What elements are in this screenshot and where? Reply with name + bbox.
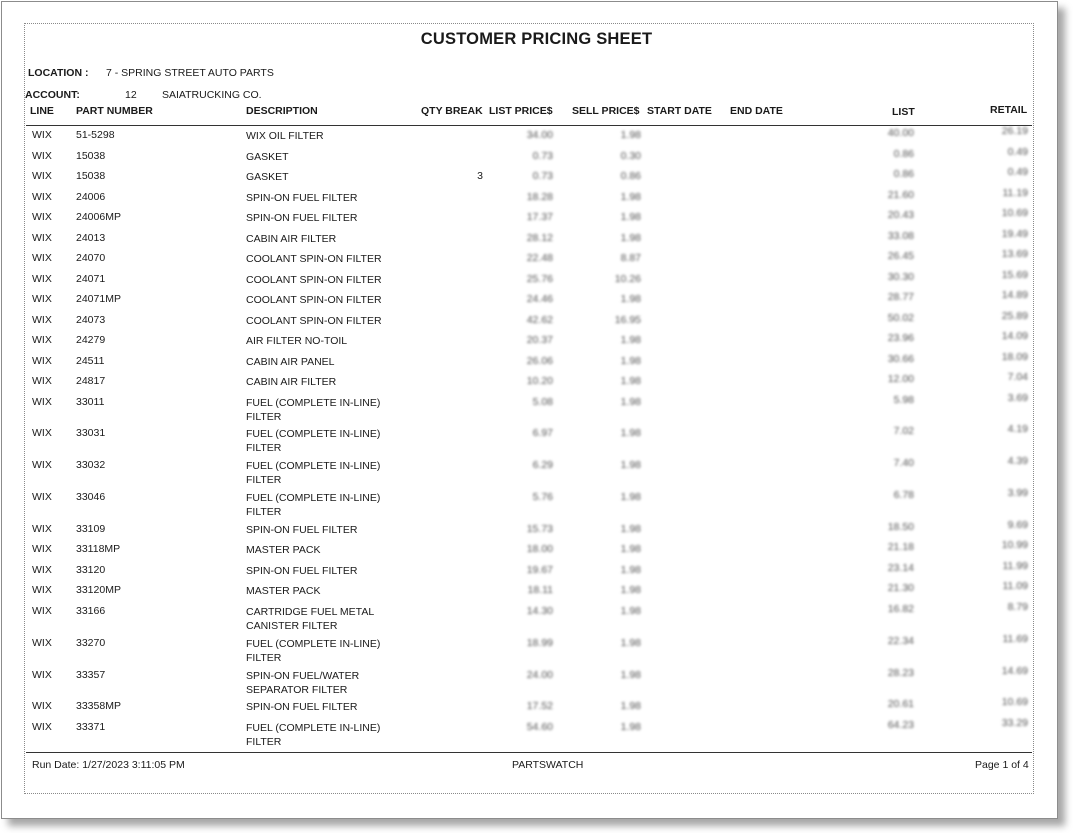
cell-sell-price: 1.98 (620, 396, 641, 408)
cell-line: WIX (32, 375, 52, 387)
cell-list: 40.00 (887, 127, 914, 139)
cell-part-number: 15038 (76, 150, 106, 162)
cell-retail: 14.89 (1001, 289, 1028, 301)
cell-list: 33.08 (887, 230, 914, 242)
cell-sell-price: 1.98 (620, 637, 641, 649)
cell-retail: 3.99 (1007, 487, 1028, 499)
cell-description: FUEL (COMPLETE IN-LINE) FILTER (246, 397, 381, 423)
cell-retail: 7.04 (1007, 371, 1028, 383)
account-label: ACCOUNT: (25, 89, 80, 101)
cell-retail: 25.89 (1001, 310, 1028, 322)
cell-list-price: 18.28 (526, 191, 553, 203)
cell-retail: 0.49 (1007, 166, 1028, 178)
cell-description: COOLANT SPIN-ON FILTER (246, 274, 382, 286)
account-name: SAIATRUCKING CO. (162, 89, 262, 101)
cell-list-price: 24.46 (526, 293, 553, 305)
cell-retail: 11.69 (1002, 633, 1028, 645)
cell-list-price: 0.73 (532, 170, 553, 182)
cell-part-number: 24071 (76, 273, 106, 285)
cell-list-price: 28.12 (526, 232, 553, 244)
cell-list: 28.77 (887, 291, 914, 303)
cell-part-number: 33270 (76, 637, 106, 649)
cell-line: WIX (32, 129, 52, 141)
cell-description: FUEL (COMPLETE IN-LINE) FILTER (246, 428, 381, 454)
cell-list-price: 15.73 (526, 523, 553, 535)
cell-description: CABIN AIR FILTER (246, 376, 337, 388)
cell-list-price: 25.76 (526, 273, 553, 285)
cell-sell-price: 1.98 (620, 700, 641, 712)
cell-list-price: 24.00 (526, 669, 553, 681)
cell-description: COOLANT SPIN-ON FILTER (246, 294, 382, 306)
cell-part-number: 24013 (76, 232, 106, 244)
cell-description: GASKET (246, 151, 289, 163)
cell-retail: 10.69 (1001, 696, 1028, 708)
cell-description: SPIN-ON FUEL FILTER (246, 212, 358, 224)
cell-list-price: 6.97 (532, 427, 553, 439)
cell-sell-price: 1.98 (620, 543, 641, 555)
cell-description: GASKET (246, 171, 289, 183)
cell-description: FUEL (COMPLETE IN-LINE) FILTER (246, 460, 381, 486)
cell-list-price: 10.20 (526, 375, 553, 387)
cell-sell-price: 1.98 (620, 129, 641, 141)
cell-list: 23.14 (887, 562, 914, 574)
header-divider (26, 125, 1032, 126)
cell-list-price: 14.30 (526, 605, 553, 617)
cell-sell-price: 1.98 (620, 584, 641, 596)
cell-list: 21.30 (887, 582, 914, 594)
cell-sell-price: 1.98 (620, 232, 641, 244)
cell-line: WIX (32, 543, 52, 555)
cell-retail: 11.09 (1002, 580, 1028, 592)
cell-part-number: 24817 (76, 375, 106, 387)
cell-line: WIX (32, 273, 52, 285)
cell-part-number: 24006MP (76, 211, 121, 223)
cell-list: 21.60 (887, 189, 914, 201)
cell-line: WIX (32, 669, 52, 681)
cell-description: CABIN AIR PANEL (246, 356, 335, 368)
cell-list-price: 17.37 (526, 211, 553, 223)
cell-list-price: 17.52 (526, 700, 553, 712)
cell-sell-price: 1.98 (620, 491, 641, 503)
cell-list-price: 42.62 (526, 314, 553, 326)
cell-description: SPIN-ON FUEL FILTER (246, 565, 358, 577)
cell-line: WIX (32, 700, 52, 712)
cell-list: 28.23 (887, 667, 914, 679)
cell-list-price: 18.99 (526, 637, 553, 649)
cell-line: WIX (32, 232, 52, 244)
cell-line: WIX (32, 605, 52, 617)
cell-retail: 13.69 (1001, 248, 1028, 260)
cell-line: WIX (32, 584, 52, 596)
cell-line: WIX (32, 293, 52, 305)
cell-list-price: 54.60 (526, 721, 553, 733)
cell-list-price: 0.73 (532, 150, 553, 162)
cell-description: MASTER PACK (246, 544, 321, 556)
cell-sell-price: 1.98 (620, 191, 641, 203)
cell-line: WIX (32, 355, 52, 367)
col-header-list: LIST (892, 106, 915, 118)
cell-list-price: 34.00 (526, 129, 553, 141)
cell-line: WIX (32, 427, 52, 439)
cell-part-number: 33371 (76, 721, 106, 733)
cell-retail: 11.99 (1002, 560, 1028, 572)
footer-divider (26, 752, 1032, 753)
cell-part-number: 33032 (76, 459, 106, 471)
cell-description: CABIN AIR FILTER (246, 233, 337, 245)
cell-description: COOLANT SPIN-ON FILTER (246, 253, 382, 265)
cell-description: FUEL (COMPLETE IN-LINE) FILTER (246, 492, 381, 518)
account-number: 12 (125, 89, 137, 101)
cell-sell-price: 1.98 (620, 523, 641, 535)
cell-list-price: 18.11 (527, 584, 553, 596)
cell-list: 0.86 (893, 148, 914, 160)
cell-list-price: 6.29 (532, 459, 553, 471)
cell-sell-price: 1.98 (620, 669, 641, 681)
cell-list-price: 26.06 (526, 355, 553, 367)
cell-part-number: 24279 (76, 334, 106, 346)
cell-part-number: 33031 (76, 427, 106, 439)
cell-sell-price: 1.98 (620, 355, 641, 367)
col-header-list-price: LIST PRICE$ (489, 105, 553, 117)
cell-description: SPIN-ON FUEL/WATER SEPARATOR FILTER (246, 670, 360, 696)
cell-retail: 10.99 (1001, 539, 1028, 551)
cell-description: FUEL (COMPLETE IN-LINE) FILTER (246, 638, 381, 664)
cell-sell-price: 1.98 (620, 427, 641, 439)
cell-part-number: 24073 (76, 314, 106, 326)
cell-line: WIX (32, 721, 52, 733)
cell-retail: 8.79 (1007, 601, 1028, 613)
cell-retail: 33.29 (1001, 717, 1028, 729)
cell-description: COOLANT SPIN-ON FILTER (246, 315, 382, 327)
report-title: CUSTOMER PRICING SHEET (420, 30, 653, 48)
cell-retail: 19.49 (1001, 228, 1028, 240)
footer-center-label: PARTSWATCH (512, 759, 584, 771)
cell-retail: 0.49 (1007, 146, 1028, 158)
cell-list: 30.66 (887, 353, 914, 365)
cell-retail: 9.69 (1007, 519, 1028, 531)
run-date: Run Date: 1/27/2023 3:11:05 PM (32, 759, 185, 771)
cell-list: 22.34 (887, 635, 914, 647)
cell-part-number: 24071MP (76, 293, 121, 305)
cell-sell-price: 1.98 (620, 375, 641, 387)
cell-part-number: 33120MP (76, 584, 121, 596)
cell-list: 12.00 (887, 373, 914, 385)
cell-part-number: 24006 (76, 191, 106, 203)
cell-part-number: 24070 (76, 252, 106, 264)
location-value: 7 - SPRING STREET AUTO PARTS (106, 67, 274, 79)
cell-list-price: 5.08 (532, 396, 553, 408)
cell-list-price: 22.48 (526, 252, 553, 264)
col-header-sell-price: SELL PRICE$ (572, 105, 640, 117)
cell-line: WIX (32, 191, 52, 203)
cell-list: 23.96 (887, 332, 914, 344)
cell-sell-price: 8.87 (620, 252, 641, 264)
cell-sell-price: 1.98 (620, 605, 641, 617)
cell-sell-price: 0.86 (620, 170, 641, 182)
cell-list: 7.02 (893, 425, 914, 437)
cell-retail: 14.09 (1001, 330, 1028, 342)
cell-retail: 11.19 (1002, 187, 1028, 199)
page-number: Page 1 of 4 (975, 759, 1029, 771)
cell-part-number: 33120 (76, 564, 106, 576)
cell-part-number: 33166 (76, 605, 106, 617)
cell-qty-break: 3 (477, 170, 483, 182)
cell-part-number: 24511 (76, 355, 105, 367)
cell-list-price: 5.76 (532, 491, 553, 503)
cell-part-number: 51-5298 (76, 129, 115, 141)
cell-retail: 10.69 (1001, 207, 1028, 219)
cell-line: WIX (32, 211, 52, 223)
cell-list: 18.50 (887, 521, 914, 533)
cell-retail: 15.69 (1001, 269, 1028, 281)
cell-list: 5.98 (893, 394, 914, 406)
cell-description: CARTRIDGE FUEL METAL CANISTER FILTER (246, 606, 374, 632)
col-header-end-date: END DATE (730, 105, 783, 117)
cell-part-number: 33011 (76, 396, 105, 408)
cell-line: WIX (32, 396, 52, 408)
cell-list: 20.61 (887, 698, 914, 710)
cell-line: WIX (32, 491, 52, 503)
cell-sell-price: 16.95 (614, 314, 641, 326)
col-header-part-number: PART NUMBER (76, 105, 153, 117)
cell-retail: 4.39 (1007, 455, 1028, 467)
cell-list: 30.30 (887, 271, 914, 283)
cell-list: 64.23 (887, 719, 914, 731)
col-header-start-date: START DATE (647, 105, 712, 117)
cell-part-number: 33118MP (76, 543, 121, 555)
cell-sell-price: 1.98 (620, 721, 641, 733)
cell-retail: 4.19 (1007, 423, 1028, 435)
cell-list: 6.78 (893, 489, 914, 501)
cell-line: WIX (32, 334, 52, 346)
cell-part-number: 33358MP (76, 700, 121, 712)
cell-list: 21.18 (887, 541, 914, 553)
cell-sell-price: 1.98 (620, 564, 641, 576)
cell-line: WIX (32, 637, 52, 649)
cell-sell-price: 10.26 (614, 273, 641, 285)
cell-line: WIX (32, 459, 52, 471)
cell-retail: 14.69 (1001, 665, 1028, 677)
col-header-description: DESCRIPTION (246, 105, 318, 117)
cell-retail: 3.69 (1007, 392, 1028, 404)
cell-list-price: 18.00 (526, 543, 553, 555)
col-header-retail: RETAIL (990, 104, 1028, 116)
cell-list: 16.82 (887, 603, 914, 615)
cell-description: MASTER PACK (246, 585, 321, 597)
cell-sell-price: 1.98 (620, 211, 641, 223)
cell-description: FUEL (COMPLETE IN-LINE) FILTER (246, 722, 381, 748)
cell-retail: 26.19 (1001, 125, 1028, 137)
location-label: LOCATION : (28, 67, 89, 79)
cell-list: 0.86 (893, 168, 914, 180)
cell-part-number: 33357 (76, 669, 106, 681)
cell-retail: 18.09 (1001, 351, 1028, 363)
cell-line: WIX (32, 314, 52, 326)
cell-description: SPIN-ON FUEL FILTER (246, 192, 358, 204)
cell-line: WIX (32, 170, 52, 182)
cell-list-price: 20.37 (526, 334, 553, 346)
cell-sell-price: 1.98 (620, 334, 641, 346)
cell-line: WIX (32, 564, 52, 576)
col-header-qty-break: QTY BREAK (421, 105, 483, 117)
cell-list-price: 19.67 (526, 564, 553, 576)
cell-line: WIX (32, 523, 52, 535)
cell-list: 26.45 (887, 250, 914, 262)
cell-part-number: 33109 (76, 523, 106, 535)
cell-list: 50.02 (887, 312, 914, 324)
cell-sell-price: 1.98 (620, 459, 641, 471)
cell-description: SPIN-ON FUEL FILTER (246, 524, 358, 536)
cell-part-number: 15038 (76, 170, 106, 182)
cell-description: AIR FILTER NO-TOIL (246, 335, 348, 347)
col-header-line: LINE (30, 105, 54, 117)
cell-line: WIX (32, 150, 52, 162)
cell-sell-price: 1.98 (620, 293, 641, 305)
cell-description: SPIN-ON FUEL FILTER (246, 701, 358, 713)
cell-line: WIX (32, 252, 52, 264)
cell-description: WIX OIL FILTER (246, 130, 324, 142)
cell-part-number: 33046 (76, 491, 106, 503)
cell-list: 7.40 (893, 457, 914, 469)
cell-list: 20.43 (887, 209, 914, 221)
cell-sell-price: 0.30 (620, 150, 641, 162)
